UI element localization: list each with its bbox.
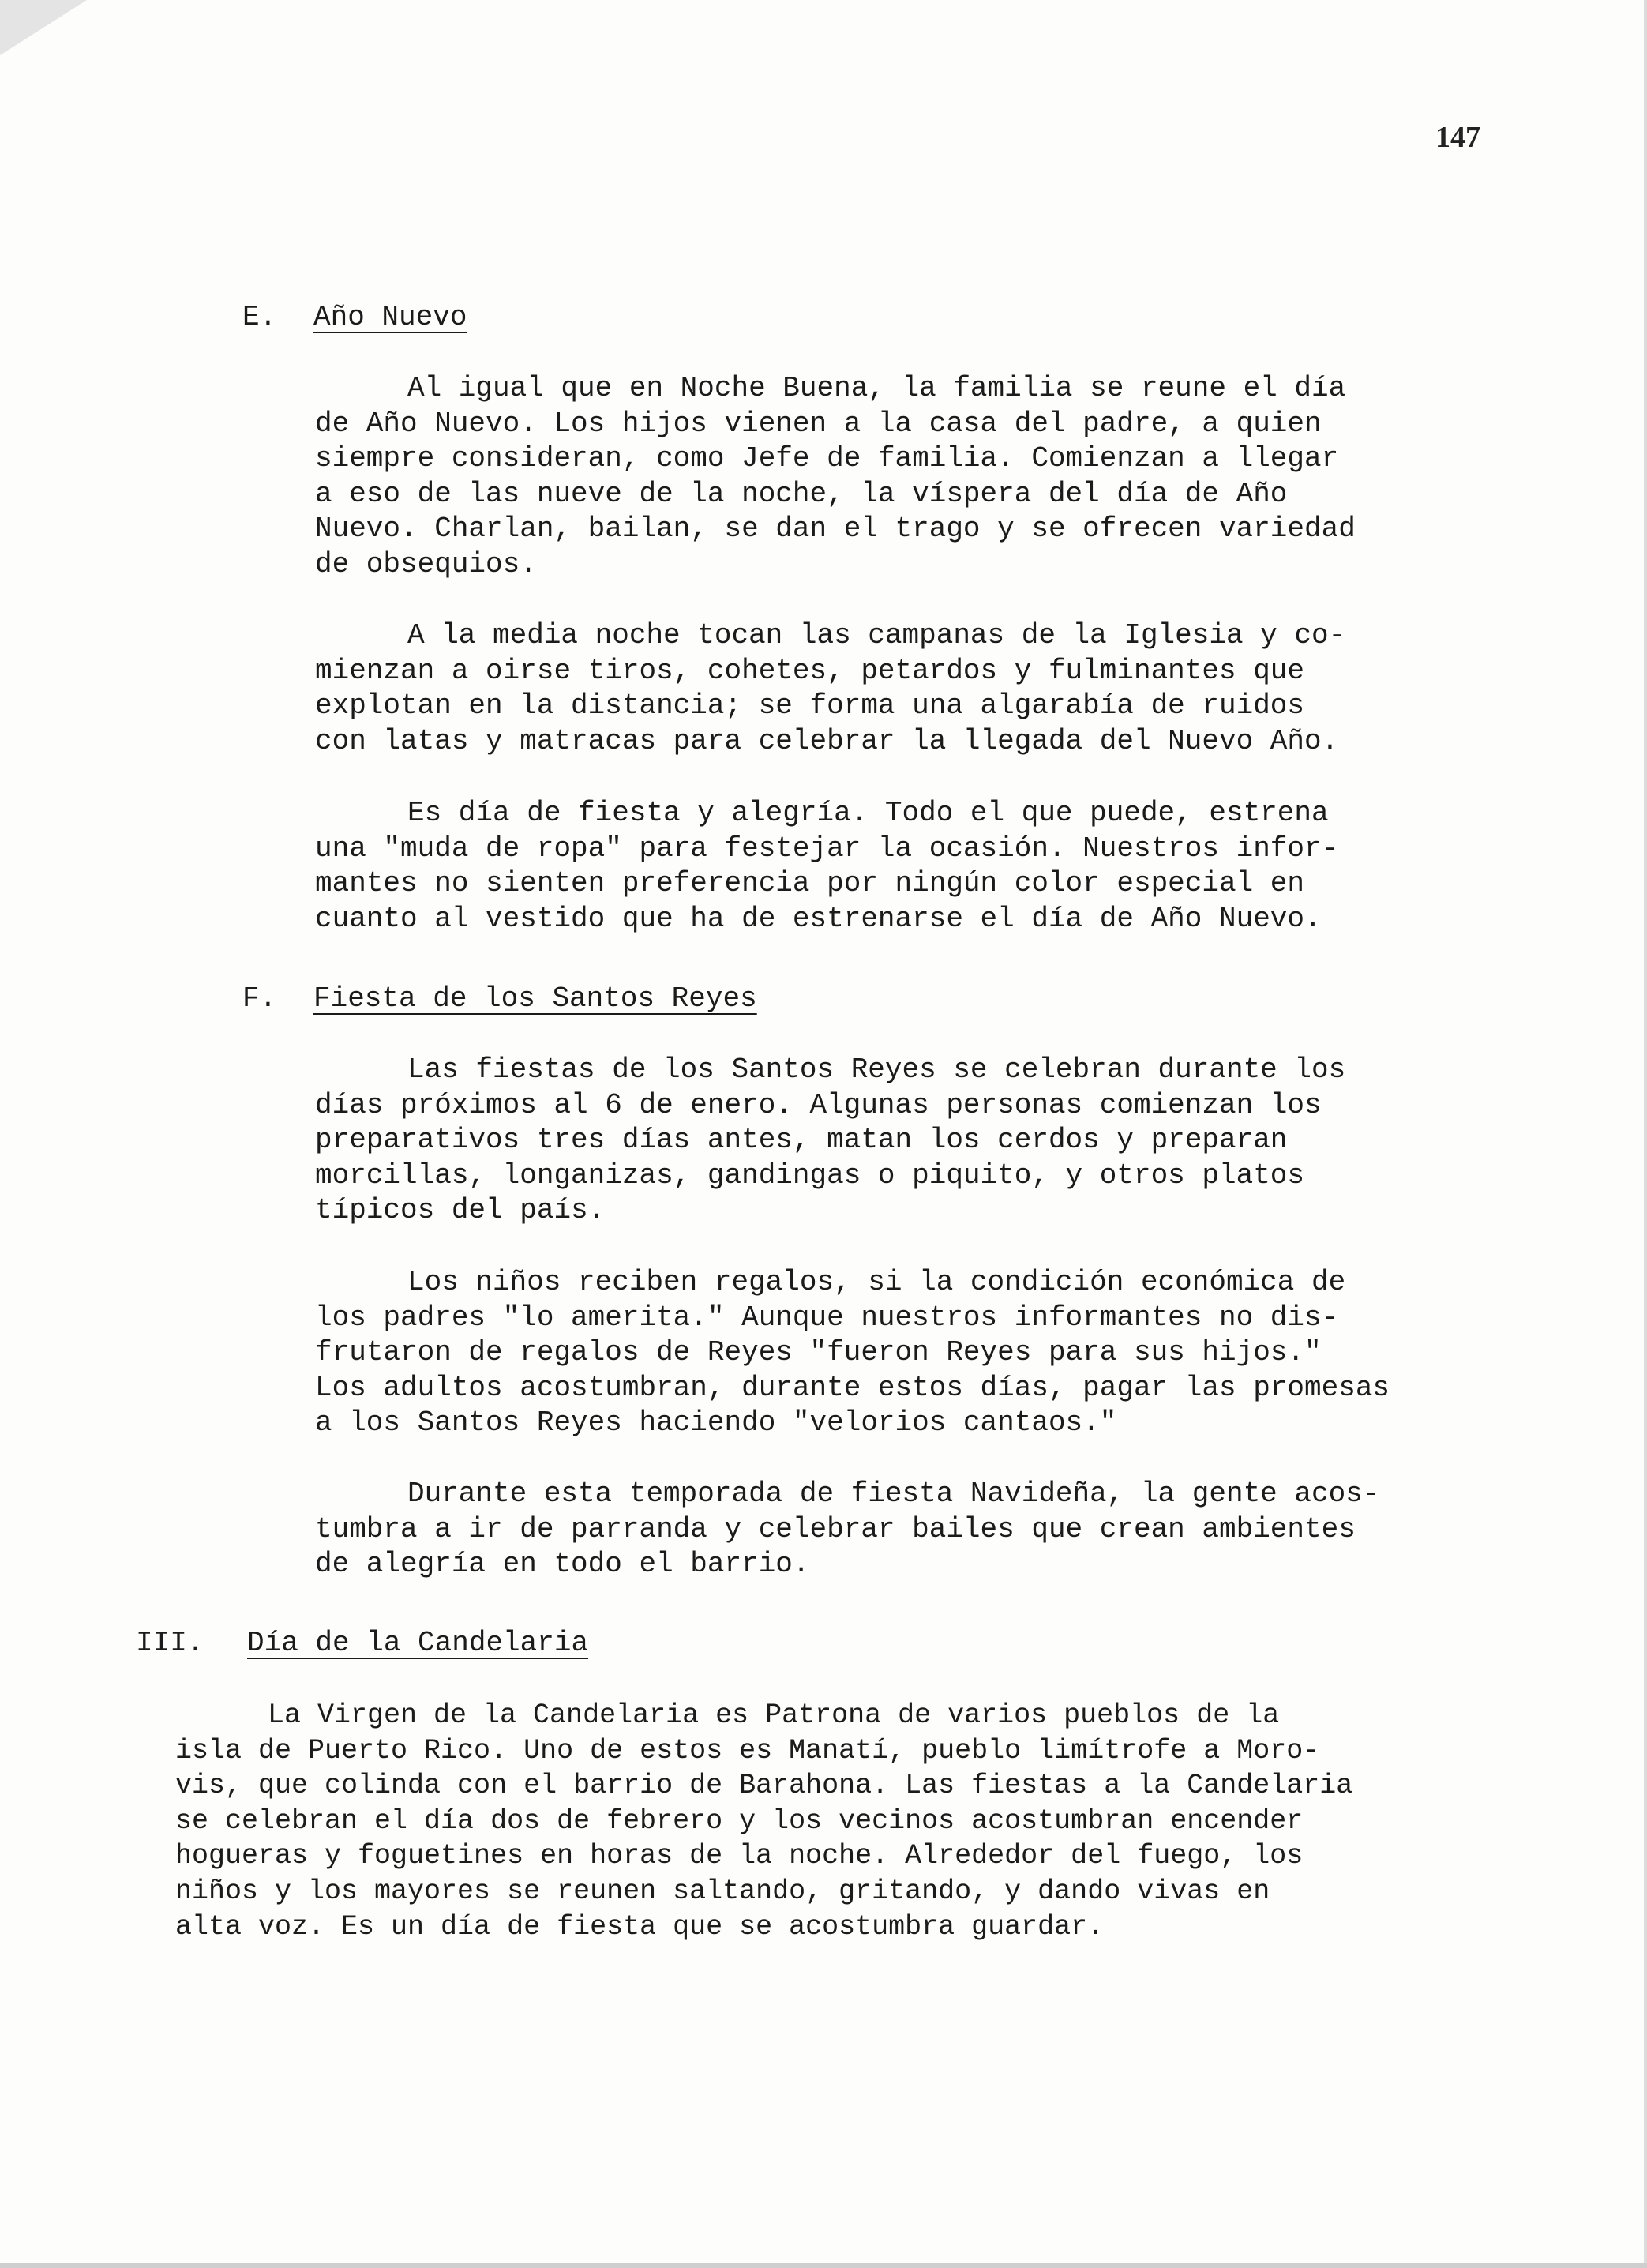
- text-line: típicos del país.: [315, 1194, 606, 1227]
- text-line: La Virgen de la Candelaria es Patrona de varios pueblos de la: [268, 1699, 1280, 1731]
- text-line: isla de Puerto Rico. Uno de estos es Manatí, pueblo limítrofe a Moro-: [175, 1734, 1320, 1767]
- page-corner-shadow: [0, 0, 87, 55]
- text-line: tumbra a ir de parranda y celebrar bailes que crean ambientes: [315, 1512, 1356, 1545]
- section-iii-paragraph-1: [175, 1698, 1352, 1944]
- text-line: morcillas, longanizas, gandingas o piquito, y otros platos: [315, 1158, 1305, 1192]
- text-line: con latas y matracas para celebrar la llegada del Nuevo Año.: [315, 724, 1339, 757]
- text-line: explotan en la distancia; se forma una algarabía de ruidos: [315, 689, 1305, 723]
- text-line: una "muda de ropa" para festejar la ocasión. Nuestros infor-: [315, 832, 1339, 865]
- text-line: cuanto al vestido que ha de estrenarse el día de Año Nuevo.: [315, 902, 1322, 935]
- section-e-title: Año Nuevo: [313, 301, 467, 333]
- section-f-paragraph-1: [315, 1053, 1345, 1229]
- text-line: mienzan a oirse tiros, cohetes, petardos y fulminantes que: [315, 654, 1305, 687]
- section-e-marker: E.: [242, 301, 277, 333]
- section-e-paragraph-2: [315, 618, 1345, 759]
- text-line: se celebran el día dos de febrero y los vecinos acostumbran encender: [175, 1804, 1304, 1837]
- text-line: Las fiestas de los Santos Reyes se celebran durante los: [407, 1053, 1346, 1086]
- text-line: niños y los mayores se reunen saltando, gritando, y dando vivas en: [175, 1875, 1270, 1907]
- text-line: a eso de las nueve de la noche, la víspera del día de Año: [315, 477, 1288, 510]
- text-line: A la media noche tocan las campanas de la Iglesia y co-: [407, 619, 1346, 651]
- text-line: Es día de fiesta y alegría. Todo el que puede, estrena: [407, 797, 1329, 829]
- text-line: a los Santos Reyes haciendo "velorios cantaos.": [315, 1406, 1117, 1440]
- section-e-heading: [242, 300, 467, 335]
- text-line: Los niños reciben regalos, si la condición económica de: [407, 1266, 1346, 1298]
- text-line: frutaron de regalos de Reyes "fueron Reyes para sus hijos.": [315, 1336, 1322, 1369]
- section-f-title: Fiesta de los Santos Reyes: [313, 982, 757, 1015]
- text-line: de alegría en todo el barrio.: [315, 1548, 810, 1581]
- section-f-paragraph-2: [315, 1265, 1390, 1441]
- text-line: los padres "lo amerita." Aunque nuestros informantes no dis-: [315, 1301, 1339, 1334]
- section-e-paragraph-3: [315, 796, 1338, 937]
- text-line: Nuevo. Charlan, bailan, se dan el trago y se ofrecen variedad: [315, 513, 1356, 546]
- section-f-heading: [242, 982, 757, 1016]
- text-line: de Año Nuevo. Los hijos vienen a la casa del padre, a quien: [315, 407, 1322, 440]
- page-number: 147: [1435, 121, 1480, 154]
- text-line: de obsequios.: [315, 547, 537, 580]
- text-line: siempre consideran, como Jefe de familia. Comienzan a llegar: [315, 442, 1339, 475]
- text-line: mantes no sienten preferencia por ningún color especial en: [315, 867, 1305, 900]
- section-e-paragraph-1: [315, 371, 1356, 583]
- section-iii-heading: [136, 1626, 589, 1661]
- text-line: preparativos tres días antes, matan los cerdos y preparan: [315, 1124, 1288, 1157]
- page-edge-right: [1644, 0, 1647, 2268]
- page-edge-bottom: [0, 2263, 1647, 2268]
- text-line: Durante esta temporada de fiesta Navideña, la gente acos-: [407, 1478, 1380, 1510]
- text-line: Al igual que en Noche Buena, la familia se reune el día: [407, 372, 1346, 404]
- text-line: vis, que colinda con el barrio de Barahona. Las fiestas a la Candelaria: [175, 1770, 1353, 1802]
- text-line: hogueras y foguetines en horas de la noche. Alrededor del fuego, los: [175, 1840, 1304, 1872]
- text-line: alta voz. Es un día de fiesta que se acostumbra guardar.: [175, 1910, 1105, 1943]
- section-f-paragraph-3: [315, 1477, 1379, 1583]
- text-line: Los adultos acostumbran, durante estos días, pagar las promesas: [315, 1371, 1390, 1404]
- text-line: días próximos al 6 de enero. Algunas personas comienzan los: [315, 1088, 1322, 1121]
- section-iii-title: Día de la Candelaria: [247, 1627, 589, 1659]
- section-f-marker: F.: [242, 982, 277, 1015]
- section-iii-marker: III.: [136, 1627, 204, 1659]
